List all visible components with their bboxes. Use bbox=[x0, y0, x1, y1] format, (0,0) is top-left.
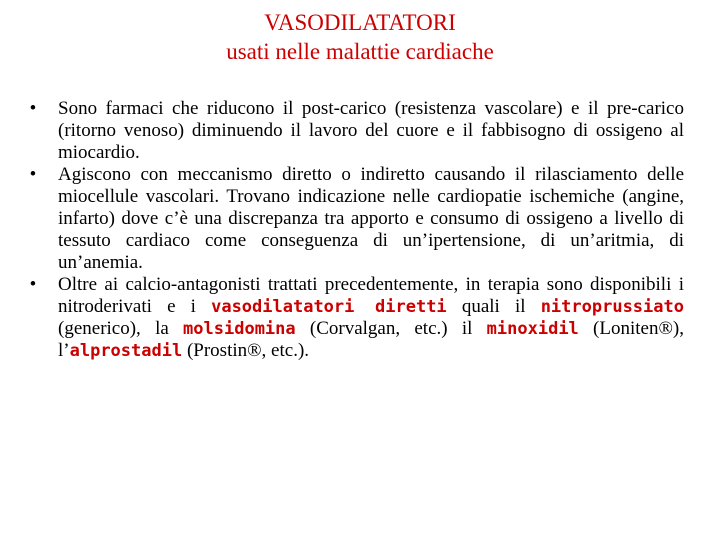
highlight-molsidomina: molsidomina bbox=[183, 319, 296, 339]
bullet-text-segment: Oltre ai calcio-antagonisti trattati precedentemente, in terapia sono disponibili i nitroderivati e i bbox=[58, 274, 684, 317]
title-main: VASODILATATORI bbox=[264, 10, 456, 35]
bullet-text: Agiscono con meccanismo diretto o indiretto causando il rilasciamento delle miocellule vascolari. Trovano indicazione nelle cardiopatie ischemiche (angine, infarto) dove c’è una discrepanza tra apporto e consumo di ossigeno a livello di tessuto cardiaco come conseguenza di un’ipertensione, di un’aritmia, di un’anemia. bbox=[58, 164, 684, 273]
title-subtitle: usati nelle malattie cardiache bbox=[226, 39, 494, 64]
bullet-text-segment: (Prostin®, etc.). bbox=[182, 340, 310, 361]
bullet-item-3 bbox=[26, 274, 684, 362]
bullet-text: Sono farmaci che riducono il post-carico (resistenza vascolare) e il pre-carico (ritorno venoso) diminuendo il lavoro del cuore e il fabbisogno di ossigeno al miocardio. bbox=[58, 98, 684, 163]
bullet-text-segment: (generico), la bbox=[58, 318, 184, 339]
highlight-minoxidil: minoxidil bbox=[486, 319, 579, 339]
bullet-text-segment: (Corvalgan, etc.) il bbox=[295, 318, 487, 339]
highlight-vasodilatatori-diretti: vasodilatatori diretti bbox=[211, 297, 447, 317]
bullet-text-segment: (Loniten®), l’ bbox=[58, 318, 684, 361]
highlight-nitroprussiato: nitroprussiato bbox=[540, 297, 684, 317]
bullet-marker: • bbox=[29, 98, 37, 119]
bullet-item-2 bbox=[26, 164, 684, 274]
bullet-marker: • bbox=[29, 274, 37, 295]
slide-title bbox=[0, 8, 720, 66]
bullet-marker: • bbox=[29, 164, 37, 185]
highlight-alprostadil: alprostadil bbox=[69, 341, 183, 361]
bullet-list bbox=[26, 98, 684, 362]
bullet-text-segment: quali il bbox=[446, 296, 541, 317]
bullet-item-1 bbox=[26, 98, 684, 164]
